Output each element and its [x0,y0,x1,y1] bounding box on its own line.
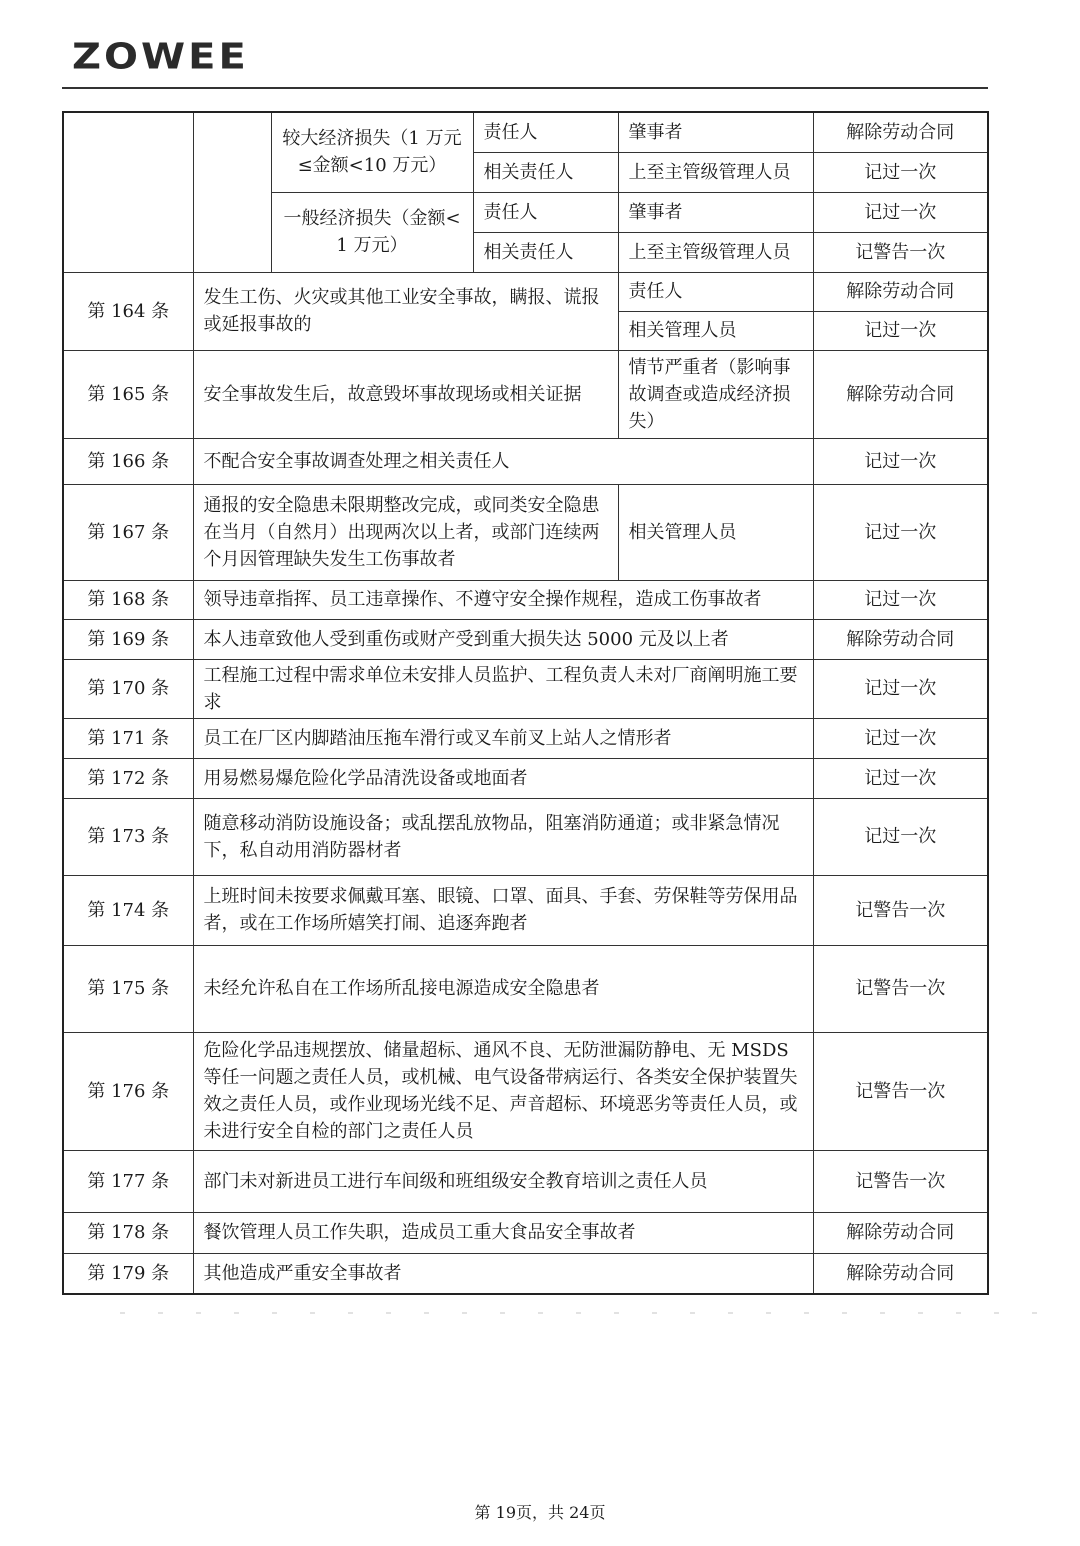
target-cell: 肇事者 [618,192,813,232]
table-row [63,718,988,758]
target-cell: 肇事者 [618,112,813,152]
penalty-cell: 记过一次 [813,580,988,619]
discipline-rules-table [62,111,989,1295]
target-cell: 责任人 [618,272,813,311]
penalty-cell: 记过一次 [813,438,988,484]
header-rule [62,87,988,89]
penalty-cell: 解除劳动合同 [813,350,988,438]
role-cell: 相关责任人 [473,152,618,192]
rule-description: 随意移动消防设施设备；或乱摆乱放物品，阻塞消防通道；或非紧急情况下，私自动用消防器材者 [193,798,813,875]
penalty-cell: 记过一次 [813,192,988,232]
table-row [63,1253,988,1294]
table-row [63,1212,988,1253]
rule-description: 部门未对新进员工进行车间级和班组级安全教育培训之责任人员 [193,1150,813,1212]
article-number: 第 172 条 [63,758,193,798]
rule-description: 通报的安全隐患未限期整改完成，或同类安全隐患在当月（自然月）出现两次以上者，或部门连续两个月因管理缺失发生工伤事故者 [193,484,618,580]
table-row [63,875,988,945]
article-number: 第 177 条 [63,1150,193,1212]
article-number: 第 176 条 [63,1032,193,1150]
table-row [63,659,988,718]
penalty-cell: 记警告一次 [813,232,988,272]
company-logo: ZOWEE [72,36,249,78]
subcategory-cell-continued [193,112,271,272]
table-row [63,484,988,580]
rule-description: 其他造成严重安全事故者 [193,1253,813,1294]
penalty-cell: 记过一次 [813,758,988,798]
article-number: 第 179 条 [63,1253,193,1294]
target-cell: 相关管理人员 [618,484,813,580]
scan-artifact [120,1312,1050,1314]
penalty-cell: 记过一次 [813,152,988,192]
penalty-cell: 记过一次 [813,718,988,758]
rule-description: 危险化学品违规摆放、储量超标、通风不良、无防泄漏防静电、无 MSDS 等任一问题之责任人员，或机械、电气设备带病运行、各类安全保护装置失效之责任人员，或作业现场光线不足、声音超标、环境恶劣等责任人员，或未进行安全自检的部门之责任人员 [193,1032,813,1150]
article-number: 第 174 条 [63,875,193,945]
table-row [63,350,988,438]
article-number: 第 170 条 [63,659,193,718]
penalty-cell: 记警告一次 [813,875,988,945]
loss-category: 较大经济损失（1 万元≤金额<10 万元） [271,112,473,192]
article-number: 第 169 条 [63,619,193,659]
table-row [63,798,988,875]
penalty-cell: 记过一次 [813,659,988,718]
rule-description: 发生工伤、火灾或其他工业安全事故，瞒报、谎报或延报事故的 [193,272,618,350]
article-number: 第 167 条 [63,484,193,580]
penalty-cell: 记警告一次 [813,945,988,1032]
penalty-cell: 记过一次 [813,484,988,580]
page-number: 第 19页，共 24页 [474,1503,606,1522]
penalty-cell: 记警告一次 [813,1032,988,1150]
article-number: 第 168 条 [63,580,193,619]
role-cell: 责任人 [473,192,618,232]
table-row [63,1150,988,1212]
penalty-cell: 解除劳动合同 [813,1212,988,1253]
rule-description: 本人违章致他人受到重伤或财产受到重大损失达 5000 元及以上者 [193,619,813,659]
article-number: 第 171 条 [63,718,193,758]
article-number: 第 173 条 [63,798,193,875]
rule-description: 不配合安全事故调查处理之相关责任人 [193,438,813,484]
article-number: 第 165 条 [63,350,193,438]
article-number: 第 166 条 [63,438,193,484]
loss-category: 一般经济损失（金额<1 万元） [271,192,473,272]
table-row [63,438,988,484]
table-row [63,619,988,659]
table-row [63,945,988,1032]
role-cell: 责任人 [473,112,618,152]
penalty-cell: 记警告一次 [813,1150,988,1212]
penalty-cell: 解除劳动合同 [813,272,988,311]
rule-description: 安全事故发生后，故意毁坏事故现场或相关证据 [193,350,618,438]
table-row [63,1032,988,1150]
target-cell: 情节严重者（影响事故调查或造成经济损失） [618,350,813,438]
rule-description: 上班时间未按要求佩戴耳塞、眼镜、口罩、面具、手套、劳保鞋等劳保用品者，或在工作场所嬉笑打闹、追逐奔跑者 [193,875,813,945]
penalty-cell: 解除劳动合同 [813,1253,988,1294]
article-number: 第 178 条 [63,1212,193,1253]
role-cell: 相关责任人 [473,232,618,272]
rule-description: 员工在厂区内脚踏油压拖车滑行或叉车前叉上站人之情形者 [193,718,813,758]
rule-description: 未经允许私自在工作场所乱接电源造成安全隐患者 [193,945,813,1032]
target-cell: 上至主管级管理人员 [618,232,813,272]
target-cell: 相关管理人员 [618,311,813,350]
rule-description: 用易燃易爆危险化学品清洗设备或地面者 [193,758,813,798]
penalty-cell: 记过一次 [813,311,988,350]
penalty-cell: 解除劳动合同 [813,619,988,659]
rule-description: 工程施工过程中需求单位未安排人员监护、工程负责人未对厂商阐明施工要求 [193,659,813,718]
target-cell: 上至主管级管理人员 [618,152,813,192]
table-row [63,272,988,311]
penalty-cell: 解除劳动合同 [813,112,988,152]
article-number: 第 175 条 [63,945,193,1032]
table-row [63,580,988,619]
table-row [63,112,988,152]
article-number: 第 164 条 [63,272,193,350]
penalty-cell: 记过一次 [813,798,988,875]
table-row [63,758,988,798]
rule-description: 领导违章指挥、员工违章操作、不遵守安全操作规程，造成工伤事故者 [193,580,813,619]
article-cell-continued [63,112,193,272]
rule-description: 餐饮管理人员工作失职，造成员工重大食品安全事故者 [193,1212,813,1253]
